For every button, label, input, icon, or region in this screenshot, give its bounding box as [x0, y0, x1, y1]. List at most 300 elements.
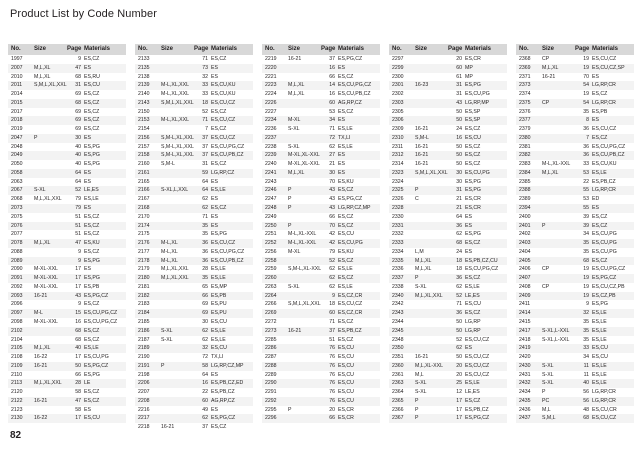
cell-code-number: 2166: [138, 187, 150, 194]
table-row: [8, 248, 126, 257]
cell-code-number: 2289: [265, 371, 277, 378]
cell-code-number: 2182: [138, 292, 150, 299]
cell-materials: ES,PG: [211, 231, 227, 238]
cell-materials: ES,CU: [338, 397, 354, 404]
cell-code-number: 2285: [265, 336, 277, 343]
table-row: [262, 414, 380, 423]
table-row: [262, 371, 380, 380]
cell-materials: ES,CU: [338, 345, 354, 352]
table-row: [389, 204, 507, 213]
cell-page: 58: [75, 406, 81, 413]
cell-page: 64: [202, 371, 208, 378]
table-row: [389, 239, 507, 248]
cell-page: 17: [75, 354, 81, 361]
cell-page: 36: [583, 143, 589, 150]
table-row: [262, 81, 380, 90]
cell-code-number: 2221: [265, 73, 277, 80]
cell-materials: ES,SP: [465, 117, 481, 124]
cell-materials: ES,CU,PG,CZ: [338, 82, 372, 89]
cell-code-number: 2251: [265, 231, 277, 238]
cell-materials: LG,RP: [465, 318, 481, 325]
cell-code-number: 2377: [519, 117, 531, 124]
cell-materials: ES,CZ: [465, 152, 481, 159]
cell-page: 30: [329, 169, 335, 176]
cell-code-number: 2139: [138, 82, 150, 89]
cell-materials: ES,CU: [211, 345, 227, 352]
cell-page: 40: [75, 152, 81, 159]
cell-code-number: 2153: [138, 117, 150, 124]
cell-materials: ES,CU,PG: [84, 354, 109, 361]
table-row: [516, 309, 634, 318]
cell-page: 40: [75, 161, 81, 168]
cell-page: 47: [75, 64, 81, 71]
table-row: [516, 64, 634, 73]
table-row: [516, 265, 634, 274]
cell-code-number: 2177: [138, 248, 150, 255]
table-row: [8, 257, 126, 266]
cell-code-number: 2263: [265, 283, 277, 290]
cell-code-number: 2010: [11, 73, 23, 80]
table-row: [8, 213, 126, 222]
cell-page: 19: [583, 292, 589, 299]
cell-size: M-L,XL-XXL: [542, 161, 571, 168]
column-header: [135, 44, 253, 55]
table-row: [8, 344, 126, 353]
table-row: [516, 134, 634, 143]
cell-materials: ES,CU: [338, 371, 354, 378]
cell-code-number: 2394: [519, 205, 531, 212]
cell-materials: ES,PG: [84, 257, 100, 264]
cell-page: 7: [586, 134, 589, 141]
cell-materials: ES,PB: [592, 108, 608, 115]
cell-materials: ES,LE: [338, 283, 353, 290]
cell-materials: ES: [84, 169, 91, 176]
cell-page: 71: [202, 213, 208, 220]
cell-page: 43: [75, 292, 81, 299]
cell-size: M,L,XL: [288, 169, 305, 176]
cell-code-number: 2406: [519, 266, 531, 273]
cell-code-number: 2049: [11, 152, 23, 159]
product-table-column: [262, 44, 380, 423]
cell-page: 40: [75, 143, 81, 150]
table-row: [389, 116, 507, 125]
cell-page: 56: [583, 397, 589, 404]
table-row: [516, 195, 634, 204]
cell-code-number: 2324: [392, 178, 404, 185]
cell-code-number: 2272: [265, 318, 277, 325]
table-row: [516, 257, 634, 266]
cell-materials: ES,CZ: [465, 126, 481, 133]
table-row: [262, 178, 380, 187]
cell-code-number: 2160: [138, 161, 150, 168]
cell-materials: ES,PG,CZ: [465, 415, 490, 422]
cell-code-number: 2336: [392, 266, 404, 273]
cell-code-number: 2309: [392, 126, 404, 133]
cell-page: 53: [583, 169, 589, 176]
cell-size: M,L,XL: [34, 240, 51, 247]
cell-code-number: 2187: [138, 336, 150, 343]
cell-materials: ES,CU,PB,CZ: [338, 91, 371, 98]
cell-materials: ES,PG,CZ: [338, 196, 363, 203]
cell-code-number: 2246: [265, 187, 277, 194]
cell-page: 47: [75, 397, 81, 404]
cell-code-number: 2430: [519, 362, 531, 369]
cell-page: 76: [329, 371, 335, 378]
table-row: [389, 397, 507, 406]
cell-page: 51: [329, 336, 335, 343]
table-row: [262, 90, 380, 99]
table-row: [516, 371, 634, 380]
cell-page: 14: [329, 82, 335, 89]
cell-materials: ES,CU,PG,CZ: [84, 310, 118, 317]
cell-code-number: 2344: [392, 318, 404, 325]
table-row: [516, 239, 634, 248]
cell-size: S-XL: [288, 143, 300, 150]
cell-page: 60: [329, 99, 335, 106]
cell-page: 66: [329, 415, 335, 422]
cell-page: 71: [329, 126, 335, 133]
table-row: [516, 151, 634, 160]
cell-page: 76: [329, 380, 335, 387]
cell-code-number: 2097: [11, 310, 23, 317]
cell-materials: ES: [84, 406, 91, 413]
cell-page: 52: [75, 187, 81, 194]
cell-size: 16-21: [161, 424, 175, 431]
table-row: [262, 309, 380, 318]
header-size: Size: [542, 46, 555, 52]
table-row: [135, 99, 253, 108]
table-row: [516, 414, 634, 423]
cell-code-number: 2273: [265, 327, 277, 334]
cell-materials: ES,SP: [465, 108, 481, 115]
cell-page: 7: [205, 126, 208, 133]
cell-code-number: 2338: [392, 283, 404, 290]
cell-size: M-L,XL,XXL: [161, 91, 189, 98]
table-row: [262, 169, 380, 178]
cell-size: 16-21: [34, 362, 48, 369]
cell-page: 16: [329, 64, 335, 71]
cell-size: M-L,XL,XXL: [161, 117, 189, 124]
table-row: [262, 222, 380, 231]
cell-code-number: 2360: [392, 362, 404, 369]
cell-materials: ES: [211, 222, 218, 229]
cell-page: 30: [202, 318, 208, 325]
cell-materials: ES,LE: [592, 336, 607, 343]
table-row: [135, 300, 253, 309]
header-size: Size: [288, 46, 301, 52]
cell-code-number: 2432: [519, 380, 531, 387]
cell-page: 71: [329, 318, 335, 325]
table-row: [8, 125, 126, 134]
cell-page: 76: [329, 345, 335, 352]
cell-materials: ES,PU: [211, 310, 227, 317]
table-row: [516, 406, 634, 415]
cell-page: 69: [75, 117, 81, 124]
cell-page: 15: [75, 310, 81, 317]
cell-page: 62: [329, 266, 335, 273]
cell-page: 62: [329, 143, 335, 150]
cell-page: 60: [329, 310, 335, 317]
cell-page: 70: [583, 73, 589, 80]
cell-code-number: 2335: [392, 257, 404, 264]
cell-materials: ES,CU,PB,CZ: [211, 152, 244, 159]
cell-page: 28: [202, 266, 208, 273]
table-row: [389, 327, 507, 336]
cell-size: M,L,XL: [34, 73, 51, 80]
cell-code-number: 2414: [519, 310, 531, 317]
cell-size: P: [542, 389, 546, 396]
header-materials: Materials: [211, 46, 238, 52]
cell-materials: LG,RP,CR: [592, 99, 616, 106]
header-size: Size: [161, 46, 174, 52]
header-no: No.: [392, 46, 402, 52]
cell-page: 31: [202, 161, 208, 168]
table-row: [389, 143, 507, 152]
cell-size: 16-21: [415, 126, 429, 133]
table-row: [135, 195, 253, 204]
cell-materials: ES,CU: [592, 354, 608, 361]
table-body: [262, 55, 380, 423]
cell-page: 20: [456, 362, 462, 369]
cell-page: 35: [583, 240, 589, 247]
table-row: [389, 300, 507, 309]
table-row: [135, 318, 253, 327]
table-row: [516, 116, 634, 125]
cell-code-number: 2133: [138, 56, 150, 62]
cell-page: 35: [202, 222, 208, 229]
cell-page: 61: [456, 73, 462, 80]
cell-page: 34: [583, 231, 589, 238]
table-row: [8, 222, 126, 231]
cell-size: M,L,XL,XXL: [161, 275, 189, 282]
cell-page: 9: [78, 248, 81, 255]
cell-page: 43: [329, 187, 335, 194]
cell-code-number: 2417: [519, 327, 531, 334]
cell-page: 21: [456, 196, 462, 203]
table-row: [8, 178, 126, 187]
table-row: [516, 73, 634, 82]
cell-code-number: 2343: [392, 310, 404, 317]
cell-materials: ES,CU,CZ: [465, 336, 490, 343]
cell-size: 16-21: [34, 397, 48, 404]
cell-materials: ES: [84, 178, 91, 185]
cell-code-number: 2435: [519, 397, 531, 404]
table-row: [135, 169, 253, 178]
cell-code-number: 2113: [11, 380, 23, 387]
table-row: [8, 371, 126, 380]
cell-code-number: 2102: [11, 327, 23, 334]
cell-page: 36: [583, 126, 589, 133]
header-page: Page: [321, 46, 336, 52]
table-row: [135, 423, 253, 432]
cell-materials: ES,CZ: [211, 161, 227, 168]
header-no: No.: [519, 46, 529, 52]
table-row: [262, 108, 380, 117]
cell-code-number: 2189: [138, 345, 150, 352]
cell-page: 55: [583, 205, 589, 212]
cell-size: C: [415, 196, 419, 203]
cell-materials: ES,CZ: [84, 108, 100, 115]
table-row: [516, 336, 634, 345]
cell-page: 30: [456, 178, 462, 185]
cell-code-number: 2078: [11, 240, 23, 247]
table-row: [135, 344, 253, 353]
cell-page: 17: [75, 415, 81, 422]
cell-size: P: [415, 415, 419, 422]
cell-code-number: 2181: [138, 283, 150, 290]
cell-materials: ES: [465, 345, 472, 352]
table-row: [516, 222, 634, 231]
cell-code-number: 2089: [11, 257, 23, 264]
cell-materials: ES,LE: [592, 362, 607, 369]
cell-materials: ES: [211, 371, 218, 378]
header-page: Page: [575, 46, 590, 52]
table-row: [8, 134, 126, 143]
table-row: [516, 204, 634, 213]
cell-code-number: 2340: [392, 292, 404, 299]
table-row: [8, 362, 126, 371]
cell-page: 68: [75, 336, 81, 343]
table-row: [135, 327, 253, 336]
cell-page: 54: [583, 82, 589, 89]
cell-materials: ES,LE: [211, 266, 226, 273]
cell-code-number: 2409: [519, 292, 531, 299]
cell-code-number: 2223: [265, 82, 277, 89]
table-row: [389, 292, 507, 301]
cell-page: 59: [202, 169, 208, 176]
cell-materials: ES,CU,CZ: [338, 301, 363, 308]
header-size: Size: [415, 46, 428, 52]
cell-page: 76: [329, 354, 335, 361]
cell-page: 50: [456, 143, 462, 150]
cell-size: S-XL: [288, 283, 300, 290]
cell-page: 52: [329, 257, 335, 264]
cell-code-number: 2297: [392, 56, 404, 62]
cell-materials: ES,LE: [211, 327, 226, 334]
cell-page: 34: [329, 117, 335, 124]
cell-page: 62: [202, 415, 208, 422]
cell-materials: ES,PB,CZ: [465, 406, 489, 413]
cell-materials: ES: [338, 64, 345, 71]
table-row: [135, 178, 253, 187]
cell-page: 33: [583, 161, 589, 168]
table-row: [135, 257, 253, 266]
cell-materials: ES,CU,CZ: [592, 56, 617, 62]
cell-code-number: 2303: [392, 99, 404, 106]
table-row: [516, 160, 634, 169]
cell-size: M,L: [542, 406, 551, 413]
cell-code-number: 2291: [265, 389, 277, 396]
cell-page: 70: [329, 222, 335, 229]
cell-page: 76: [329, 397, 335, 404]
cell-code-number: 2178: [138, 257, 150, 264]
cell-size: P: [288, 222, 292, 229]
cell-size: S-XL: [161, 336, 173, 343]
cell-code-number: 2384: [519, 169, 531, 176]
cell-code-number: 2227: [265, 108, 277, 115]
cell-materials: ES,LE: [338, 266, 353, 273]
cell-page: 35: [202, 275, 208, 282]
table-row: [389, 257, 507, 266]
cell-materials: ES,CU,KU: [211, 82, 236, 89]
cell-code-number: 2407: [519, 275, 531, 282]
cell-page: 50: [456, 117, 462, 124]
cell-code-number: 2241: [265, 169, 277, 176]
table-row: [135, 274, 253, 283]
cell-materials: ES: [338, 117, 345, 124]
cell-code-number: 2379: [519, 126, 531, 133]
cell-code-number: 2420: [519, 354, 531, 361]
cell-page: 58: [75, 389, 81, 396]
cell-size: S-XL,L-XXL: [542, 336, 570, 343]
cell-size: P: [415, 406, 419, 413]
cell-page: 66: [329, 73, 335, 80]
cell-page: 48: [583, 406, 589, 413]
cell-materials: ES,CZ: [465, 240, 481, 247]
cell-materials: ES,PG: [84, 143, 100, 150]
cell-code-number: 2342: [392, 301, 404, 308]
cell-size: M,L,XL: [415, 266, 432, 273]
cell-page: 20: [329, 406, 335, 413]
cell-materials: ES,CU,PG,CZ: [465, 266, 499, 273]
cell-materials: ES,CU,PG: [592, 240, 617, 247]
column-header: [389, 44, 507, 55]
cell-size: M-XL-XXL: [34, 283, 58, 290]
table-row: [516, 125, 634, 134]
cell-materials: ES,CZ,PB: [592, 292, 616, 299]
cell-page: 53: [329, 108, 335, 115]
cell-materials: ES,PG,CZ: [592, 275, 617, 282]
cell-code-number: 2122: [11, 397, 23, 404]
cell-materials: ES,LE: [84, 345, 99, 352]
cell-materials: ES,CU,CZ: [465, 354, 490, 361]
table-row: [389, 309, 507, 318]
cell-materials: ES,PG: [465, 187, 481, 194]
cell-code-number: 2170: [138, 213, 150, 220]
cell-materials: ES,PU: [211, 301, 227, 308]
column-header: [8, 44, 126, 55]
cell-size: S,M-L,XL,XXL: [161, 143, 194, 150]
cell-materials: ES,LE: [338, 126, 353, 133]
table-row: [135, 379, 253, 388]
cell-page: 31: [456, 82, 462, 89]
table-row: [389, 362, 507, 371]
table-row: [389, 160, 507, 169]
cell-page: 9: [586, 301, 589, 308]
cell-size: P: [542, 222, 546, 229]
cell-code-number: 2310: [392, 134, 404, 141]
cell-page: 36: [202, 240, 208, 247]
header-no: No.: [11, 46, 21, 52]
cell-page: 11: [583, 362, 589, 369]
cell-materials: ES,KU: [338, 248, 354, 255]
table-row: [135, 265, 253, 274]
cell-materials: ES,CU,PG: [465, 169, 490, 176]
table-row: [135, 406, 253, 415]
cell-materials: ES,LE: [592, 327, 607, 334]
cell-page: 43: [456, 99, 462, 106]
cell-page: 17: [75, 275, 81, 282]
table-row: [8, 274, 126, 283]
cell-page: 51: [75, 231, 81, 238]
table-row: [262, 213, 380, 222]
table-row: [135, 283, 253, 292]
cell-code-number: 2305: [392, 108, 404, 115]
cell-code-number: 2138: [138, 73, 150, 80]
cell-materials: ES,LE: [592, 380, 607, 387]
cell-code-number: 2373: [519, 82, 531, 89]
table-row: [389, 388, 507, 397]
